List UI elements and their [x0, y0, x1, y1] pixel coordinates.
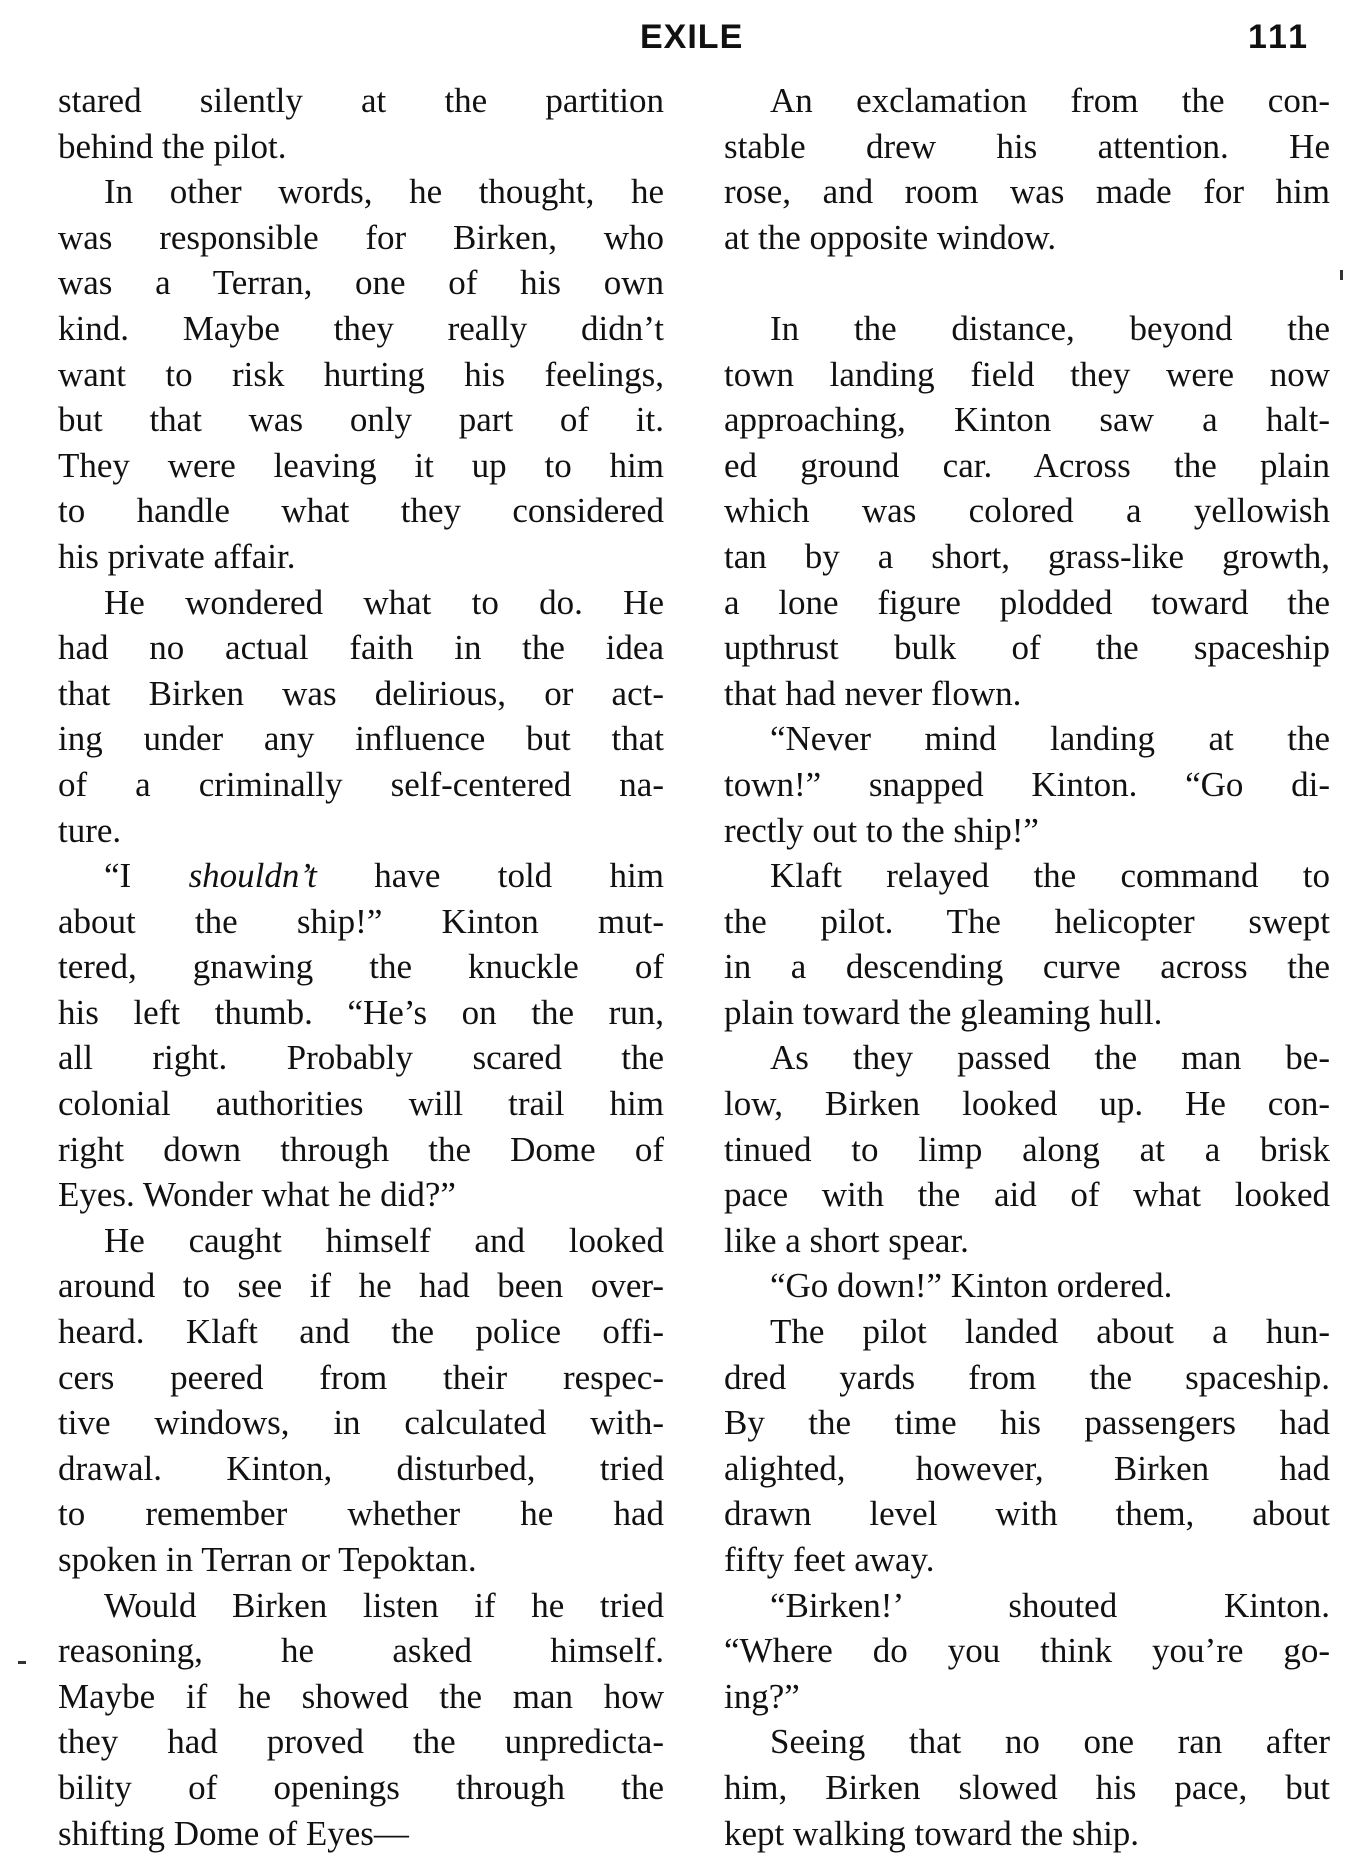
text-line: at the opposite window. — [724, 217, 1057, 257]
text-line: town landing field they were now — [724, 354, 1330, 394]
text-line: “Go down!” Kinton ordered. — [770, 1266, 1173, 1306]
text-line: spoken in Terran or Tepoktan. — [58, 1540, 477, 1579]
text-line: kind. Maybe they really didn’t — [58, 308, 664, 348]
text-line: tan by a short, grass-like growth, — [724, 536, 1330, 576]
text-line: “Never mind landing at the — [770, 719, 1330, 759]
text-line: that had never flown. — [724, 673, 1022, 713]
text-line: shifting Dome of Eyes— — [58, 1813, 409, 1853]
text-line: He caught himself and looked — [104, 1220, 664, 1260]
text-line: the pilot. The helicopter swept — [724, 901, 1330, 941]
running-head — [0, 14, 1352, 64]
text-line: a lone figure plodded toward the — [724, 582, 1330, 622]
text-line: to handle what they considered — [58, 491, 664, 531]
text-line: him, Birken slowed his pace, but — [724, 1767, 1330, 1807]
text-line: pace with the aid of what looked — [724, 1175, 1330, 1215]
text-line: was responsible for Birken, who — [58, 217, 664, 257]
paragraph — [58, 169, 664, 579]
text-line: rectly out to the ship!” — [724, 810, 1039, 850]
text-line: town!” snapped Kinton. “Go di- — [724, 764, 1330, 804]
margin-mark — [1340, 270, 1343, 280]
paragraph — [58, 580, 664, 854]
text-line: stable drew his attention. He — [724, 126, 1330, 166]
text-line: fifty feet away. — [724, 1540, 935, 1579]
text-line: cers peered from their respec- — [58, 1357, 664, 1397]
text-line: was a Terran, one of his own — [58, 263, 664, 303]
paragraph — [724, 1719, 1330, 1856]
text-line: tinued to limp along at a brisk — [724, 1129, 1330, 1169]
paragraph — [58, 78, 664, 169]
text-line: to remember whether he had — [58, 1494, 664, 1534]
chapter-title: EXILE — [640, 18, 744, 56]
paragraph — [724, 1583, 1330, 1720]
text-line: They were leaving it up to him — [58, 445, 664, 485]
paragraph-spacer — [724, 260, 1330, 306]
text-line: behind the pilot. — [58, 126, 287, 166]
text-line: all right. Probably scared the — [58, 1038, 664, 1078]
left-text-column — [58, 78, 664, 1856]
text-line: which was colored a yellowish — [724, 491, 1330, 531]
paragraph — [724, 716, 1330, 853]
text-line: tive windows, in calculated with- — [58, 1403, 664, 1443]
paragraph — [724, 1263, 1330, 1309]
text-line: tered, gnawing the knuckle of — [58, 947, 664, 987]
text-line: drawn level with them, about — [724, 1494, 1330, 1534]
text-line: alighted, however, Birken had — [724, 1448, 1330, 1488]
paragraph — [724, 1309, 1330, 1583]
text-line: “Birken!’ shouted Kinton. — [770, 1585, 1330, 1625]
text-line: about the ship!” Kinton mut- — [58, 901, 664, 941]
text-line: Maybe if he showed the man how — [58, 1676, 664, 1716]
text-line: ing?” — [724, 1676, 800, 1716]
text-line: ture. — [58, 810, 122, 850]
text-line: Klaft relayed the command to — [770, 856, 1330, 896]
text-line: Would Birken listen if he tried — [104, 1585, 664, 1625]
text-line: had no actual faith in the idea — [58, 628, 664, 668]
text-line: bility of openings through the — [58, 1767, 664, 1807]
text-line: “I shouldn’t have told him — [104, 856, 664, 896]
text-line: ed ground car. Across the plain — [724, 445, 1330, 485]
text-line: right down through the Dome of — [58, 1129, 664, 1169]
paragraph — [58, 1583, 664, 1857]
text-line: around to see if he had been over- — [58, 1266, 664, 1306]
text-line: low, Birken looked up. He con- — [724, 1084, 1330, 1124]
text-line: Seeing that no one ran after — [770, 1722, 1330, 1762]
text-line: An exclamation from the con- — [770, 81, 1330, 120]
paragraph — [58, 853, 664, 1218]
text-line: kept walking toward the ship. — [724, 1813, 1140, 1853]
text-line: “Where do you think you’re go- — [724, 1631, 1330, 1671]
text-line: He wondered what to do. He — [104, 582, 664, 622]
text-line: As they passed the man be- — [770, 1038, 1330, 1078]
text-line: his left thumb. “He’s on the run, — [58, 992, 664, 1032]
text-line: approaching, Kinton saw a halt- — [724, 400, 1330, 440]
text-line: reasoning, he asked himself. — [58, 1631, 664, 1671]
text-line: like a short spear. — [724, 1220, 969, 1260]
paragraph — [724, 1035, 1330, 1263]
paragraph — [724, 78, 1330, 260]
text-line: plain toward the gleaming hull. — [724, 992, 1163, 1032]
text-line: want to risk hurting his feelings, — [58, 354, 664, 394]
paragraph — [724, 853, 1330, 1035]
text-line: they had proved the unpredicta- — [58, 1722, 664, 1762]
text-line: In the distance, beyond the — [770, 308, 1330, 348]
text-line: but that was only part of it. — [58, 400, 664, 440]
text-line: The pilot landed about a hun- — [770, 1312, 1330, 1352]
text-line: rose, and room was made for him — [724, 172, 1330, 212]
text-line: Eyes. Wonder what he did?” — [58, 1175, 456, 1215]
text-line: in a descending curve across the — [724, 947, 1330, 987]
text-line: colonial authorities will trail him — [58, 1084, 664, 1124]
text-line: his private affair. — [58, 536, 296, 576]
text-line: dred yards from the spaceship. — [724, 1357, 1330, 1397]
text-line: heard. Klaft and the police offi- — [58, 1312, 664, 1352]
text-line: stared silently at the partition — [58, 81, 664, 120]
text-line: In other words, he thought, he — [104, 172, 664, 212]
text-line: ing under any influence but that — [58, 719, 664, 759]
page-number: 111 — [1248, 18, 1310, 56]
text-line: drawal. Kinton, disturbed, tried — [58, 1448, 664, 1488]
emphasis: shouldn’t — [188, 856, 317, 896]
margin-mark — [18, 1661, 26, 1664]
text-line: By the time his passengers had — [724, 1403, 1330, 1443]
paragraph — [58, 1218, 664, 1583]
paragraph — [724, 260, 1330, 716]
text-line: upthrust bulk of the spaceship — [724, 628, 1330, 668]
text-line: of a criminally self-centered na- — [58, 764, 664, 804]
text-line: that Birken was delirious, or act- — [58, 673, 664, 713]
right-text-column — [724, 78, 1330, 1856]
